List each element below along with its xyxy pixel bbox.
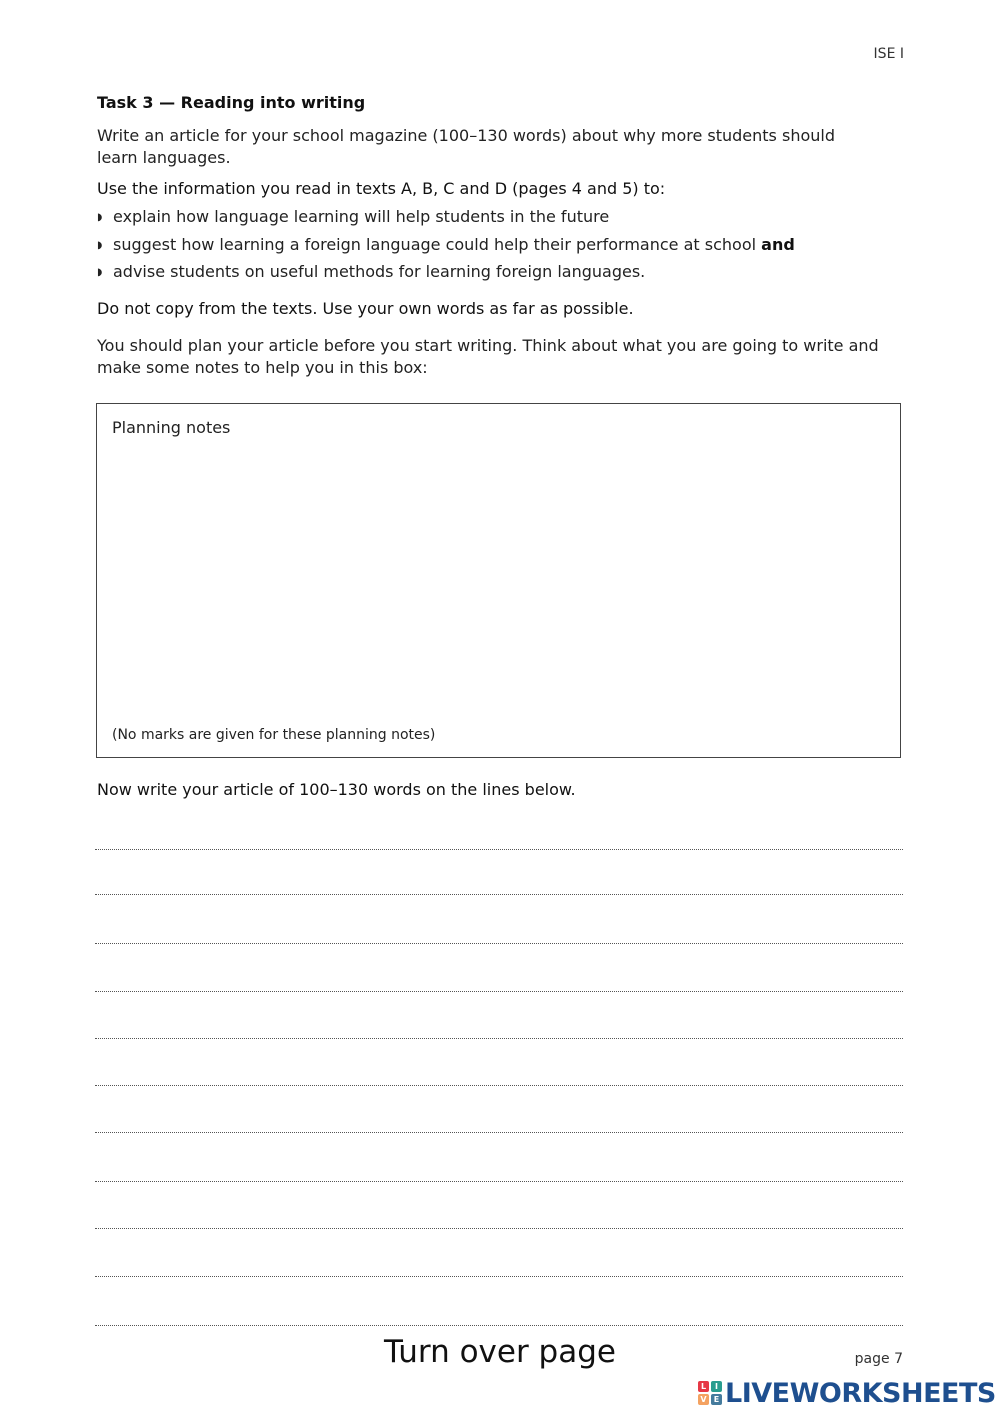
task-bullet-list [97,206,795,289]
liveworksheets-logo[interactable] [698,1378,996,1408]
bullet-text: advise students on useful methods for learning foreign languages. [113,262,646,281]
writing-line[interactable] [95,1228,903,1229]
writing-line[interactable] [95,1181,903,1182]
writing-line[interactable] [95,1276,903,1277]
writing-line[interactable] [95,894,903,895]
planning-notes-disclaimer: (No marks are given for these planning notes) [112,727,436,743]
writing-line[interactable] [95,991,903,992]
task-title: Task 3 — Reading into writing [97,93,366,112]
liveworksheets-logo-text: LIVEWORKSHEETS [725,1377,996,1409]
page-number: page 7 [854,1351,903,1367]
planning-notes-label: Planning notes [112,418,231,437]
use-information-instruction: Use the information you read in texts A, B, C and D (pages 4 and 5) to: [97,179,666,198]
bullet-text: explain how language learning will help students in the future [113,207,610,226]
bullet-text: suggest how learning a foreign language could help their performance at school [113,234,757,254]
logo-letter-e: E [711,1394,722,1405]
liveworksheets-logo-icon [698,1381,722,1405]
bullet-arrow-icon: ◗ [97,267,103,278]
logo-letter-i: I [711,1381,722,1392]
logo-letter-v: V [698,1394,709,1405]
bullet-arrow-icon: ◗ [97,212,103,223]
writing-line[interactable] [95,1132,903,1133]
writing-line[interactable] [95,943,903,944]
bullet-item-advise [97,261,795,289]
task-intro: Write an article for your school magazine (100–130 words) about why more students should learn languages. [97,126,835,167]
no-copy-instruction: Do not copy from the texts. Use your own words as far as possible. [97,299,634,318]
bullet-item-explain [97,206,795,234]
writing-line[interactable] [95,1325,903,1326]
page-code: ISE I [873,46,904,62]
bullet-item-suggest [97,234,795,262]
writing-instruction: Now write your article of 100–130 words on the lines below. [97,780,576,799]
writing-line[interactable] [95,849,903,850]
writing-line[interactable] [95,1085,903,1086]
bullet-and-word: and [761,234,795,254]
turn-over-text: Turn over page [384,1334,616,1370]
bullet-arrow-icon: ◗ [97,239,103,251]
planning-notes-box[interactable] [96,403,901,758]
logo-letter-l: L [698,1381,709,1392]
writing-line[interactable] [95,1038,903,1039]
plan-instruction: You should plan your article before you start writing. Think about what you are going to write and make some notes to help you in this box: [97,336,879,377]
